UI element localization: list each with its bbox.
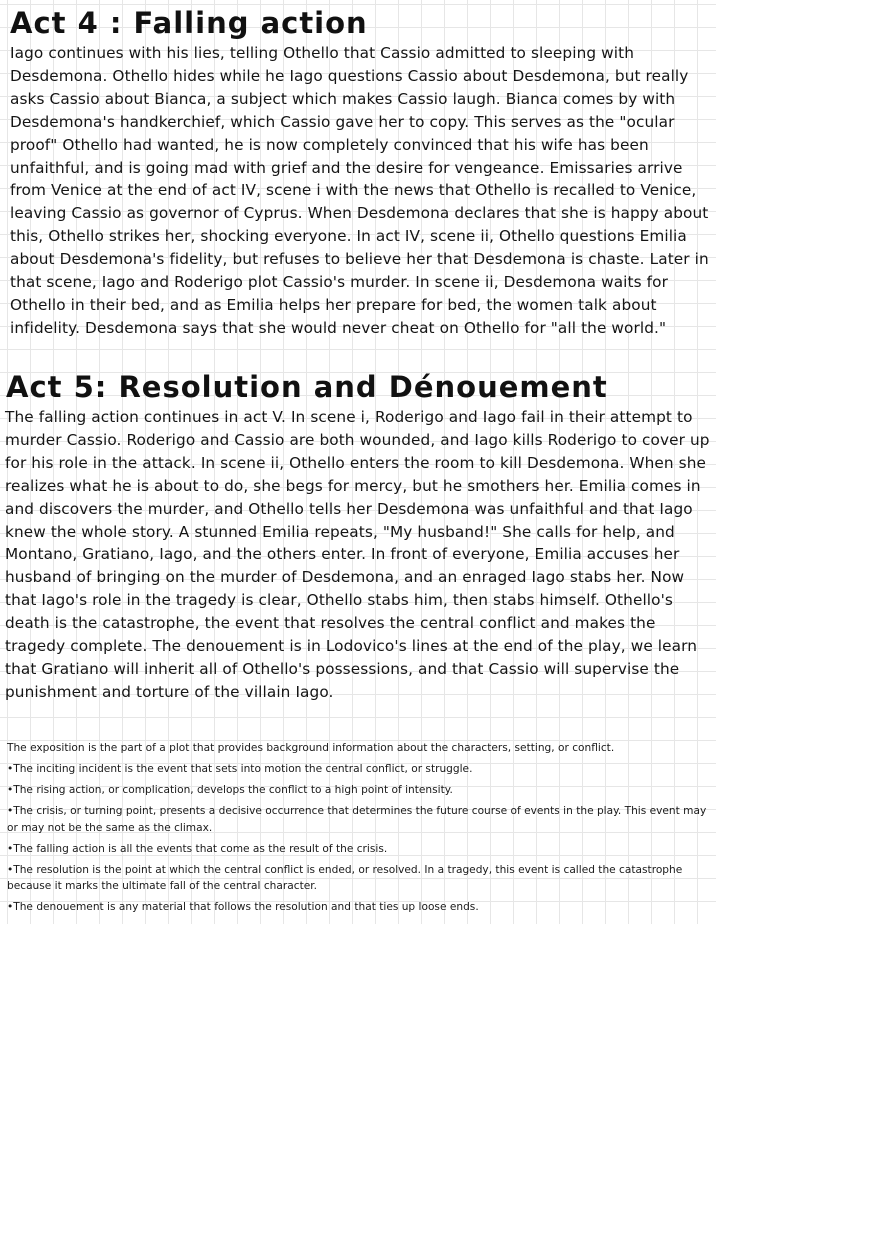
note-rising-action: •The rising action, or complication, develops the conflict to a high point of intensity. [7,784,453,796]
act4-paragraph: Iago continues with his lies, telling Othello that Cassio admitted to sleeping with Desdemona. Othello hides while he Iago questions Cassio about Desdemona, but really asks Cassio about Bianca, a subject which makes Cassio laugh. Bianca comes by with Desdemona's handkerchief, which Cassio gave her to copy. This serves as the "ocular proof" Othello had wanted, he is now completely convinced that his wife has been unfaithful, and is going mad with grief and the desire for vengeance. Emissaries arrive from Venice at the end of act IV, scene i with the news that Othello is recalled to Venice, leaving Cassio as governor of Cyprus. When Desdemona declares that she is happy about this, Othello strikes her, shocking everyone. In act IV, scene ii, Othello questions Emilia about Desdemona's fidelity, but refuses to believe her that Desdemona is chaste. Later in that scene, Iago and Roderigo plot Cassio's murder. In scene ii, Desdemona waits for Othello in their bed, and as Emilia helps her prepare for bed, the women talk about infidelity. Desdemona says that she would never cheat on Othello for "all the world." [10,44,709,337]
note-denouement: •The denouement is any material that follows the resolution and that ties up loose ends. [7,901,479,913]
note-crisis: •The crisis, or turning point, presents a decisive occurrence that determines the future course of events in the play. This event may or may not be the same as the climax. [7,805,707,834]
act4-heading: Act 4 : Falling action [10,6,368,40]
note-inciting-incident: •The inciting incident is the event that sets into motion the central conflict, or struggle. [7,763,473,775]
act5-heading: Act 5: Resolution and Dénouement [6,370,608,404]
note-falling-action: •The falling action is all the events that come as the result of the crisis. [7,842,388,855]
plot-terms-notes [7,740,707,920]
act5-paragraph: The falling action continues in act V. In scene i, Roderigo and Iago fail in their attempt to murder Cassio. Roderigo and Cassio are both wounded, and Iago kills Roderigo to cover up for his role in the attack. In scene ii, Othello enters the room to kill Desdemona. When she realizes what he is about to do, she begs for mercy, but he smothers her. Emilia comes in and discovers the murder, and Othello tells her Desdemona was unfaithful and that Iago knew the whole story. A stunned Emilia repeats, "My husband!" She calls for help, and Montano, Gratiano, Iago, and the others enter. In front of everyone, Emilia accuses her husband of bringing on the murder of Desdemona, and an enraged Iago stabs her. Now that Iago's role in the tragedy is clear, Othello stabs him, then stabs himself. Othello's death is the catastrophe, the event that resolves the central conflict and makes the tragedy complete. The denouement is in Lodovico's lines at the end of the play, we learn that Gratiano will inherit all of Othello's possessions, and that Cassio will supervise the punishment and torture of the villain Iago. [5,408,710,701]
note-resolution: •The resolution is the point at which the central conflict is ended, or resolved. In a tragedy, this event is called the catastrophe because it marks the ultimate fall of the central character. [7,863,683,892]
note-exposition: The exposition is the part of a plot that provides background information about the characters, setting, or conflict. [7,742,615,754]
